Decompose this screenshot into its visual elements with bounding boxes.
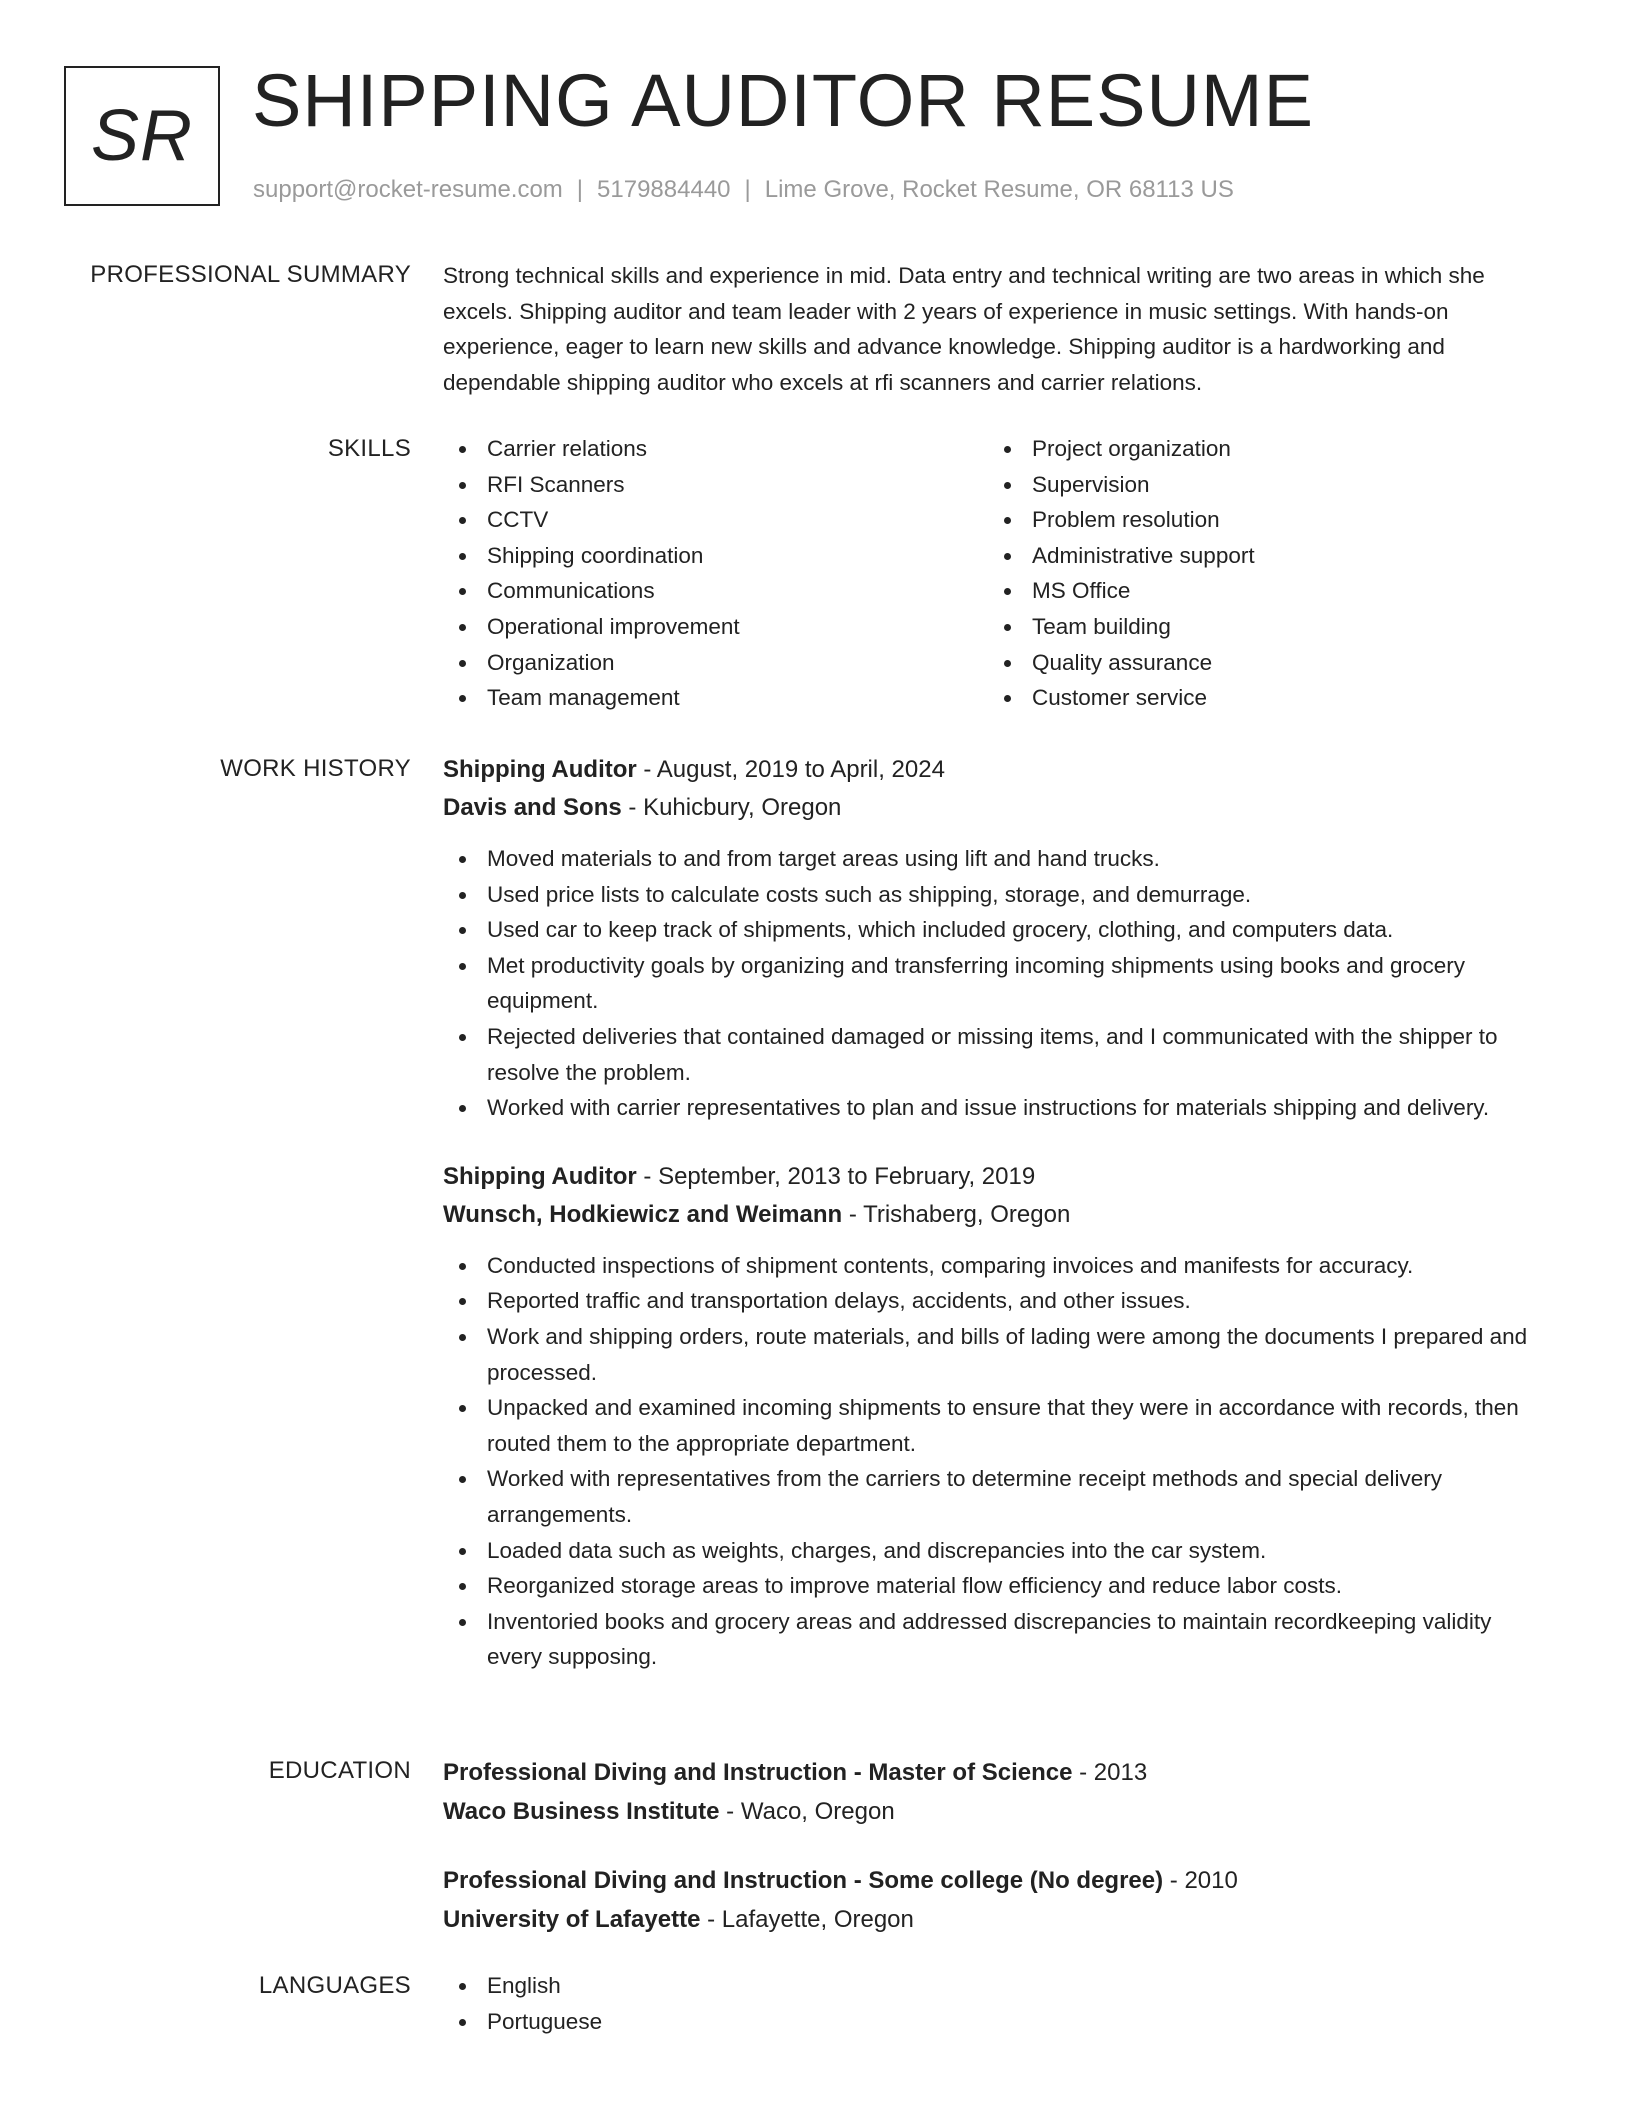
- job-bullet: Used price lists to calculate costs such as shipping, storage, and demurrage.: [443, 877, 1543, 913]
- job-bullet: Work and shipping orders, route materials, and bills of lading were among the documents I prepared and processed.: [443, 1319, 1543, 1390]
- job-company: Wunsch, Hodkiewicz and Weimann: [443, 1200, 843, 1228]
- contact-line: [253, 172, 1234, 208]
- work-body: [443, 751, 1543, 1707]
- job-bullet: Inventoried books and grocery areas and addressed discrepancies to maintain recordkeeping validity every supposing.: [443, 1604, 1543, 1675]
- language-item: Portuguese: [443, 2004, 1543, 2040]
- education-entry: [443, 1861, 1543, 1939]
- education-school-line: [443, 1900, 1543, 1939]
- section-title-languages: LANGUAGES: [258, 1972, 411, 1999]
- education-school: Waco Business Institute: [443, 1798, 720, 1825]
- skill-item: Quality assurance: [988, 645, 1533, 681]
- skill-item: Organization: [443, 645, 988, 681]
- skill-item: Team building: [988, 609, 1533, 645]
- contact-phone[interactable]: 5179884440: [597, 176, 731, 203]
- skill-item: Operational improvement: [443, 609, 988, 645]
- section-title-work: WORK HISTORY: [220, 755, 411, 782]
- job-role: Shipping Auditor: [443, 756, 637, 783]
- skills-list-right: [988, 431, 1533, 716]
- skills-list-left: [443, 431, 988, 716]
- job-company: Davis and Sons: [443, 794, 622, 821]
- skill-item: RFI Scanners: [443, 467, 988, 503]
- section-title-education: EDUCATION: [268, 1757, 411, 1784]
- job-bullet: Worked with representatives from the carriers to determine receipt methods and special delivery arrangements.: [443, 1461, 1543, 1532]
- job-bullet: Loaded data such as weights, charges, and discrepancies into the car system.: [443, 1533, 1543, 1569]
- language-item: English: [443, 1968, 1543, 2004]
- job-bullets: [443, 841, 1543, 1126]
- job-bullet: Moved materials to and from target areas using lift and hand trucks.: [443, 841, 1543, 877]
- education-school: University of Lafayette: [443, 1906, 701, 1933]
- job-company-line: [443, 1196, 1543, 1234]
- job-company-line: [443, 789, 1543, 827]
- education-location: - Waco, Oregon: [719, 1798, 895, 1825]
- education-year: - 2013: [1072, 1759, 1148, 1786]
- education-degree-line: [443, 1861, 1543, 1900]
- summary-text: Strong technical skills and experience in mid. Data entry and technical writing are two areas in which she excels. Shipping auditor and team leader with 2 years of experience in music settings. With hands-on experience, eager to learn new skills and advance knowledge. Shipping auditor is a hardworking and dependable shipping auditor who excels at rfi scanners and carrier relations.: [443, 263, 1485, 395]
- job-title-line: [443, 1158, 1543, 1196]
- skill-item: Carrier relations: [443, 431, 988, 467]
- skill-item: Customer service: [988, 680, 1533, 716]
- summary-body: [443, 258, 1543, 400]
- contact-separator: |: [576, 176, 584, 203]
- skill-item: Shipping coordination: [443, 538, 988, 574]
- education-location: - Lafayette, Oregon: [700, 1906, 914, 1933]
- skill-item: Project organization: [988, 431, 1533, 467]
- languages-body: [443, 1968, 1543, 2039]
- education-degree: Professional Diving and Instruction - Some college (No degree): [443, 1867, 1164, 1894]
- job-dates: - August, 2019 to April, 2024: [636, 756, 945, 783]
- job-entry: [443, 1158, 1543, 1675]
- job-location: - Trishaberg, Oregon: [842, 1200, 1071, 1228]
- skill-item: Administrative support: [988, 538, 1533, 574]
- skill-item: MS Office: [988, 573, 1533, 609]
- education-degree: Professional Diving and Instruction - Master of Science: [443, 1759, 1073, 1786]
- skill-item: Communications: [443, 573, 988, 609]
- contact-address: Lime Grove, Rocket Resume, OR 68113 US: [764, 176, 1234, 203]
- job-bullet: Met productivity goals by organizing and transferring incoming shipments using books and grocery equipment.: [443, 948, 1543, 1019]
- education-entry: [443, 1753, 1543, 1831]
- section-title-summary: PROFESSIONAL SUMMARY: [90, 261, 411, 288]
- monogram-badge: SR: [64, 66, 220, 206]
- section-title-skills: SKILLS: [327, 435, 411, 462]
- job-location: - Kuhicbury, Oregon: [621, 794, 842, 821]
- job-entry: [443, 751, 1543, 1126]
- education-school-line: [443, 1792, 1543, 1831]
- job-bullet: Reported traffic and transportation delays, accidents, and other issues.: [443, 1283, 1543, 1319]
- job-bullet: Used car to keep track of shipments, which included grocery, clothing, and computers data.: [443, 912, 1543, 948]
- contact-separator: |: [744, 176, 751, 203]
- job-title-line: [443, 751, 1543, 789]
- skill-item: CCTV: [443, 502, 988, 538]
- education-year: - 2010: [1163, 1867, 1238, 1894]
- job-bullet: Unpacked and examined incoming shipments to ensure that they were in accordance with records, then routed them to the appropriate department.: [443, 1390, 1543, 1461]
- resume-title: SHIPPING AUDITOR RESUME: [252, 59, 1314, 142]
- job-bullet: Conducted inspections of shipment contents, comparing invoices and manifests for accuracy.: [443, 1248, 1543, 1284]
- job-bullet: Worked with carrier representatives to plan and issue instructions for materials shipping and delivery.: [443, 1090, 1543, 1126]
- contact-email[interactable]: support@rocket-resume.com: [253, 176, 563, 203]
- skill-item: Team management: [443, 680, 988, 716]
- skill-item: Supervision: [988, 467, 1533, 503]
- job-bullet: Reorganized storage areas to improve material flow efficiency and reduce labor costs.: [443, 1568, 1543, 1604]
- job-bullets: [443, 1248, 1543, 1675]
- job-bullet: Rejected deliveries that contained damaged or missing items, and I communicated with the shipper to resolve the problem.: [443, 1019, 1543, 1090]
- job-role: Shipping Auditor: [443, 1162, 637, 1190]
- skill-item: Problem resolution: [988, 502, 1533, 538]
- education-body: [443, 1753, 1543, 1969]
- education-degree-line: [443, 1753, 1543, 1792]
- job-dates: - September, 2013 to February, 2019: [636, 1162, 1036, 1190]
- skills-body: [443, 431, 1543, 716]
- languages-list: [443, 1968, 1543, 2039]
